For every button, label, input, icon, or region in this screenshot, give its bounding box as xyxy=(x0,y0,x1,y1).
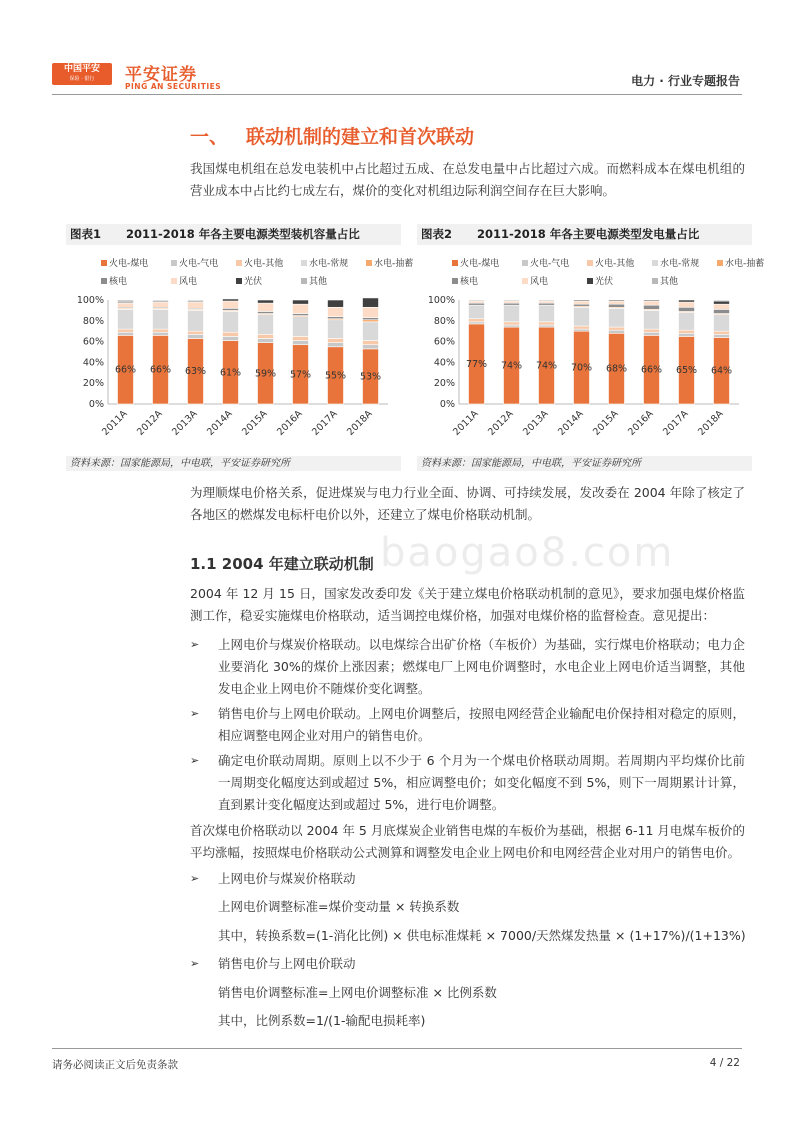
bar-segment xyxy=(223,301,239,308)
bar-segment xyxy=(153,332,169,335)
x-tick-label: 2016A xyxy=(275,408,305,438)
bar-segment xyxy=(223,336,239,340)
bar-segment xyxy=(504,300,520,301)
bar-segment xyxy=(118,332,134,335)
legend-label: 火电-煤电 xyxy=(109,259,149,269)
legend-swatch xyxy=(717,260,723,266)
bar-segment xyxy=(679,300,695,302)
bar-segment xyxy=(469,303,485,305)
bar-segment xyxy=(328,343,344,347)
figure1-number: 图表1 xyxy=(70,227,102,241)
legend-label: 光伏 xyxy=(244,277,263,287)
bar-segment xyxy=(609,304,625,307)
section-title-text: 联动机制的建立和首次联动 xyxy=(246,126,475,148)
x-tick-label: 2017A xyxy=(310,408,340,438)
bar-segment xyxy=(679,330,695,333)
x-tick-label: 2018A xyxy=(696,408,726,438)
bar-segment xyxy=(293,304,309,313)
bar-segment xyxy=(539,322,555,325)
figure2-number: 图表2 xyxy=(421,227,453,241)
y-tick-label: 100% xyxy=(76,295,104,306)
formula-ratio-coef: 其中，比例系数=1/(1-输配电损耗率) xyxy=(218,1013,426,1028)
bar-segment xyxy=(644,332,660,335)
x-tick-label: 2011A xyxy=(100,408,130,438)
data-label: 77% xyxy=(465,358,488,370)
company-name-cn: 平安证券 xyxy=(125,65,197,85)
bar-segment xyxy=(714,309,730,313)
bar-segment xyxy=(609,308,625,327)
bar-segment xyxy=(679,302,695,307)
y-tick-label: 0% xyxy=(439,399,455,410)
bar-segment xyxy=(714,304,730,309)
legend-label: 火电-气电 xyxy=(179,259,219,269)
y-tick-label: 60% xyxy=(82,336,104,348)
legend-swatch xyxy=(301,260,307,266)
x-tick-label: 2014A xyxy=(556,408,586,438)
bar-segment xyxy=(293,314,309,316)
bullet-text: 销售电价与上网电价联动。上网电价调整后，按照电网经营企业输配电价保持相对稳定的原则，相应调整电网企业对用户的销售电价。 xyxy=(218,706,745,743)
y-tick-label: 20% xyxy=(82,378,104,390)
y-tick-label: 100% xyxy=(427,295,455,306)
bar-segment xyxy=(188,300,204,301)
bar-segment xyxy=(363,318,379,320)
legend-swatch xyxy=(171,260,177,266)
bar-segment xyxy=(188,331,204,334)
legend-label: 水电-常规 xyxy=(309,259,349,269)
y-tick-label: 20% xyxy=(433,378,455,390)
bar-segment xyxy=(258,303,274,311)
legend-swatch xyxy=(236,278,242,284)
data-label: 53% xyxy=(359,371,382,383)
watermark: baogao8.com xyxy=(380,530,675,576)
arrow-bullet-icon: ➢ xyxy=(190,872,200,885)
report-category: 电力 · 行业专题报告 xyxy=(631,74,740,88)
bar-segment xyxy=(574,329,590,331)
legend-label: 火电-气电 xyxy=(530,259,570,269)
figure2-source: 资料来源：国家能源局，中电联，平安证券研究所 xyxy=(417,456,752,471)
bar-segment xyxy=(714,334,730,337)
bar-segment xyxy=(258,300,274,303)
bar-segment xyxy=(293,336,309,340)
legend-label: 火电-其他 xyxy=(595,259,635,269)
bar-segment xyxy=(504,303,520,305)
legend-label: 光伏 xyxy=(595,277,614,287)
legend-label: 风电 xyxy=(530,277,549,287)
bar-segment xyxy=(539,305,555,322)
bar-segment xyxy=(504,301,520,303)
x-tick-label: 2012A xyxy=(486,408,516,438)
legend-swatch xyxy=(101,278,107,284)
arrow-bullet-icon: ➢ xyxy=(190,638,200,651)
bar-segment xyxy=(504,322,520,325)
company-name-en: PING AN SECURITIES xyxy=(125,82,222,91)
bar-segment xyxy=(714,301,730,304)
bar-segment xyxy=(679,333,695,336)
y-tick-label: 80% xyxy=(82,315,104,327)
bar-segment xyxy=(574,300,590,301)
bar-segment xyxy=(469,300,485,301)
x-tick-label: 2016A xyxy=(626,408,656,438)
figure1-header xyxy=(66,224,401,245)
bar-segment xyxy=(644,305,660,309)
data-label: 68% xyxy=(605,363,628,375)
logo-badge-subtext: 保险 · 银行 xyxy=(69,76,95,82)
x-tick-label: 2012A xyxy=(135,408,165,438)
figure2-title: 2011-2018 年各主要电源类型发电量占比 xyxy=(477,227,700,241)
bar-segment xyxy=(504,325,520,327)
bar-segment xyxy=(258,338,274,342)
bar-segment xyxy=(363,345,379,349)
bar-segment xyxy=(328,317,344,319)
bar-segment xyxy=(153,309,169,329)
bar-segment xyxy=(153,302,169,307)
y-tick-label: 0% xyxy=(88,399,104,410)
legend-swatch xyxy=(452,278,458,284)
data-label: 61% xyxy=(219,367,242,379)
y-tick-label: 40% xyxy=(433,357,455,369)
legend-label: 水电-抽蓄 xyxy=(374,259,414,269)
bullet-text: 销售电价与上网电价联动 xyxy=(218,956,356,971)
data-label: 57% xyxy=(289,369,312,381)
bar-segment xyxy=(504,305,520,322)
bar-segment xyxy=(293,341,309,345)
capacity-share-chart xyxy=(66,250,414,455)
data-label: 63% xyxy=(184,366,207,378)
bar-segment xyxy=(574,326,590,329)
legend-swatch xyxy=(171,278,177,284)
bar-segment xyxy=(574,307,590,326)
bar-segment xyxy=(188,334,204,338)
paragraph-linkage-intro: 为理顺煤电价格关系，促进煤炭与电力行业全面、协调、可持续发展，发改委在 2004 年除了核定了各地区的燃煤发电标杆电价以外，还建立了煤电价格联动机制。 xyxy=(190,485,745,522)
formula-block-1-title xyxy=(190,868,745,890)
x-tick-label: 2014A xyxy=(205,408,235,438)
bar-segment xyxy=(679,312,695,330)
bar-segment xyxy=(644,310,660,329)
bullet-text: 确定电价联动周期。原则上以不少于 6 个月为一个煤电价格联动周期。若周期内平均煤价比前一周期变化幅度达到或超过 5%，相应调整电价；如变化幅度不到 5%，则下一周期累计计算，直到累计变化幅度达到或超过 5%，进行电价调整。 xyxy=(218,753,745,812)
legend-swatch xyxy=(587,260,593,266)
data-label: 74% xyxy=(535,360,558,372)
bar-segment xyxy=(714,331,730,334)
bar-segment xyxy=(223,311,239,332)
bullet-text: 上网电价与煤炭价格联动。以电煤综合出矿价格（车板价）为基础，实行煤电价格联动；电力企业要消化 30%的煤价上涨因素；燃煤电厂上网电价调整时，水电企业上网电价适当调整，其他发电企业上网电价不随煤价变化调整。 xyxy=(218,637,745,696)
paragraph-policy: 2004 年 12 月 15 日，国家发改委印发《关于建立煤电价格联动机制的意见》，要求加强电煤价格监测工作，稳妥实施煤电价格联动，适当调控电煤价格，加强对电煤价格的监督检查。意见提出： xyxy=(190,586,745,623)
bar-segment xyxy=(609,300,625,301)
bar-segment xyxy=(188,302,204,308)
bullet-item xyxy=(190,750,745,816)
legend-swatch xyxy=(101,260,107,266)
bar-segment xyxy=(118,329,134,332)
bar-segment xyxy=(609,330,625,333)
paragraph-intro: 我国煤电机组在总发电装机中占比超过五成、在总发电量中占比超过六成。而燃料成本在煤电机组的营业成本中占比约七成左右，煤价的变化对机组边际利润空间存在巨大影响。 xyxy=(190,161,745,198)
generation-share-chart xyxy=(417,250,765,455)
bar-segment xyxy=(363,307,379,317)
formula-sales-price: 销售电价调整标准=上网电价调整标准 × 比例系数 xyxy=(218,985,497,1000)
data-label: 66% xyxy=(114,364,137,376)
formula-block-2-title xyxy=(190,953,745,975)
data-label: 64% xyxy=(710,365,733,377)
bar-segment xyxy=(293,317,309,337)
bar-segment xyxy=(574,304,590,306)
legend-label: 火电-煤电 xyxy=(460,259,500,269)
bar-segment xyxy=(644,329,660,332)
data-label: 59% xyxy=(254,368,277,380)
legend-swatch xyxy=(366,260,372,266)
data-label: 66% xyxy=(640,364,663,376)
bullet-item xyxy=(190,703,745,747)
legend-swatch xyxy=(452,260,458,266)
legend-label: 核电 xyxy=(460,277,479,287)
company-logo-badge xyxy=(52,63,112,85)
bar-segment xyxy=(539,303,555,305)
formula-conversion-coef: 其中，转换系数=(1-消化比例) × 供电标准煤耗 × 7000/天然煤发热量 × (1+17%)/(1+13%) xyxy=(218,928,746,943)
legend-label: 水电-抽蓄 xyxy=(725,259,765,269)
x-tick-label: 2015A xyxy=(240,408,270,438)
bar-segment xyxy=(293,300,309,304)
footer-divider xyxy=(52,1048,742,1049)
legend-label: 水电-常规 xyxy=(660,259,700,269)
x-tick-label: 2013A xyxy=(521,408,551,438)
bar-segment xyxy=(714,315,730,332)
legend-swatch xyxy=(652,278,658,284)
bar-segment xyxy=(328,320,344,339)
bar-segment xyxy=(118,309,134,329)
bar-segment xyxy=(328,338,344,342)
figure2-header xyxy=(417,224,752,245)
bar-segment xyxy=(223,308,239,310)
section-title xyxy=(190,122,492,149)
bar-segment xyxy=(363,320,379,322)
bar-segment xyxy=(118,303,134,307)
bar-segment xyxy=(153,329,169,332)
legend-label: 其他 xyxy=(309,277,328,287)
bar-segment xyxy=(258,315,274,335)
bar-segment xyxy=(223,332,239,336)
arrow-bullet-icon: ➢ xyxy=(190,754,200,767)
arrow-bullet-icon: ➢ xyxy=(190,707,200,720)
x-tick-label: 2015A xyxy=(591,408,621,438)
arrow-bullet-icon: ➢ xyxy=(190,957,200,970)
bar-segment xyxy=(363,322,379,341)
bar-segment xyxy=(363,341,379,345)
bar-segment xyxy=(188,310,204,331)
header-divider xyxy=(52,94,742,95)
bullet-item xyxy=(190,634,745,700)
legend-swatch xyxy=(522,278,528,284)
bar-segment xyxy=(644,300,660,301)
x-tick-label: 2011A xyxy=(451,408,481,438)
bar-segment xyxy=(258,334,274,338)
bar-segment xyxy=(328,300,344,307)
legend-label: 其他 xyxy=(660,277,679,287)
bar-segment xyxy=(153,300,169,301)
bar-segment xyxy=(609,301,625,304)
bar-segment xyxy=(714,300,730,301)
bar-segment xyxy=(223,299,239,301)
bar-segment xyxy=(469,305,485,319)
data-label: 70% xyxy=(570,362,593,374)
legend-label: 风电 xyxy=(179,277,198,287)
bar-segment xyxy=(539,301,555,303)
legend-swatch xyxy=(587,278,593,284)
legend-label: 火电-其他 xyxy=(244,259,284,269)
legend-swatch xyxy=(236,260,242,266)
x-tick-label: 2013A xyxy=(170,408,200,438)
bar-segment xyxy=(609,327,625,330)
bar-segment xyxy=(258,311,274,313)
legend-swatch xyxy=(301,278,307,284)
figure1-source: 资料来源：国家能源局，中电联，平安证券研究所 xyxy=(66,456,401,471)
y-tick-label: 60% xyxy=(433,336,455,348)
y-tick-label: 40% xyxy=(82,357,104,369)
section-number: 一、 xyxy=(190,126,229,148)
bullet-text: 上网电价与煤炭价格联动 xyxy=(218,871,356,886)
data-label: 74% xyxy=(500,360,523,372)
bar-segment xyxy=(118,300,134,302)
legend-label: 核电 xyxy=(109,277,128,287)
legend-swatch xyxy=(652,260,658,266)
data-label: 55% xyxy=(324,370,347,382)
bar-segment xyxy=(539,325,555,327)
bar-segment xyxy=(469,322,485,324)
y-tick-label: 80% xyxy=(433,315,455,327)
bar-segment xyxy=(644,301,660,305)
x-tick-label: 2018A xyxy=(345,408,375,438)
bar-segment xyxy=(328,307,344,316)
bar-segment xyxy=(469,319,485,322)
bar-segment xyxy=(679,307,695,311)
footer-disclaimer: 请务必阅读正文后免责条款 xyxy=(52,1059,178,1071)
x-tick-label: 2017A xyxy=(661,408,691,438)
page-number: 4 / 22 xyxy=(709,1057,740,1069)
logo-badge-text: 中国平安 xyxy=(63,64,100,74)
data-label: 65% xyxy=(675,365,698,377)
legend-swatch xyxy=(522,260,528,266)
bar-segment xyxy=(363,298,379,307)
bar-segment xyxy=(574,301,590,304)
data-label: 66% xyxy=(149,364,172,376)
figure1-title: 2011-2018 年各主要电源类型装机容量占比 xyxy=(126,227,360,241)
bar-segment xyxy=(469,301,485,303)
paragraph-first-linkage: 首次煤电价格联动以 2004 年 5 月底煤炭企业销售电煤的车板价为基础，根据 6-11 月电煤车板价的平均涨幅，按照煤电价格联动公式测算和调整发电企业上网电价和电网经营企业对用户的销售电价。 xyxy=(190,823,745,860)
formula-grid-price: 上网电价调整标准=煤价变动量 × 转换系数 xyxy=(218,899,460,914)
subsection-title: 1.1 2004 年建立联动机制 xyxy=(190,555,374,573)
bar-segment xyxy=(539,300,555,301)
